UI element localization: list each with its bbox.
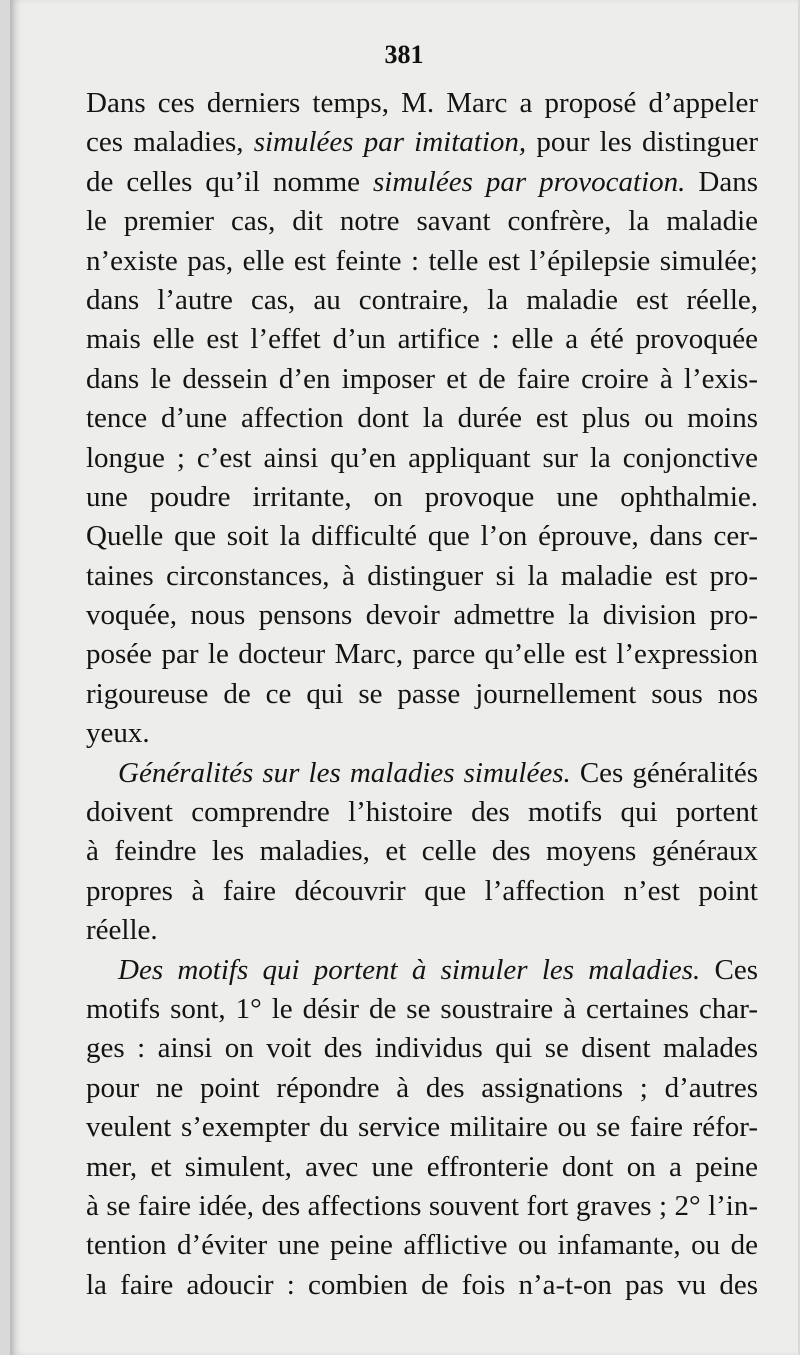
italic-heading-text: Des motifs qui portent à simuler les maladies. [118,953,701,986]
text-segment: Ces [700,953,758,986]
book-page [10,0,798,1355]
text-line: pour ne point répondre à des assignations ; d’autres [86,1071,758,1104]
text-segment: Dans [685,165,758,198]
text-line: motifs sont, 1° le désir de se soustraire à certaines char- [86,992,758,1025]
text-line: taines circonstances, à distinguer si la maladie est pro- [86,559,758,592]
text-line [86,951,758,990]
text-line: doivent comprendre l’histoire des motifs qui portent [86,796,758,829]
text-line: dans l’autre cas, au contraire, la maladie est réelle, [86,283,758,316]
text-line: Quelle que soit la difficulté que l’on éprouve, dans cer- [86,520,758,553]
text-segment: Ces généralités [570,756,758,789]
text-line: voquée, nous pensons devoir admettre la division pro- [86,599,758,632]
text-segment: de celles qu’il nomme [86,165,374,198]
text-line: veulent s’exempter du service militaire ou se faire réfor- [86,1111,758,1144]
text-line: la faire adoucir : combien de fois n’a-t-on pas vu des [86,1268,758,1301]
text-line: posée par le docteur Marc, parce qu’elle est l’expression [86,638,758,671]
text-line: une poudre irritante, on provoque une ophthalmie. [86,480,758,513]
italic-heading-text: Généralités sur les maladies simulées. [118,756,571,789]
text-line: dans le dessein d’en imposer et de faire croire à l’exis- [86,362,758,395]
text-line: propres à faire découvrir que l’affection n’est point [86,874,758,907]
italic-heading-text: simulées par imitation, [253,126,527,159]
italic-heading-text: simulées par provocation. [373,165,686,198]
text-line: à se faire idée, des affections souvent fort graves ; 2° l’in- [86,1189,758,1222]
text-line: Dans ces derniers temps, M. Marc a proposé d’appeler [86,87,758,119]
text-line: mer, et simulent, avec une effronterie dont on a peine [86,1150,758,1183]
text-line: tention d’éviter une peine afflictive ou infamante, ou de [86,1229,758,1262]
text-line [86,163,758,202]
text-line: n’existe pas, elle est feinte : telle est l’épilepsie simulée; [86,244,758,277]
text-line: ges : ainsi on voit des individus qui se disent malades [86,1032,758,1065]
text-line: longue ; c’est ainsi qu’en appliquant sur la conjonctive [86,441,758,474]
text-line: réelle. [86,914,158,947]
text-line [86,754,758,793]
text-line: rigoureuse de ce qui se passe journellement sous nos [86,677,758,710]
text-line: le premier cas, dit notre savant confrère, la maladie [86,205,758,238]
body-text [86,84,758,1305]
text-segment: ces maladies, [86,126,254,159]
text-line: mais elle est l’effet d’un artifice : elle a été provoquée [86,323,758,356]
text-line: tence d’une affection dont la durée est plus ou moins [86,402,758,435]
text-line: yeux. [86,717,150,750]
text-segment: pour les distinguer [526,126,759,159]
text-line [86,123,758,162]
text-line: à feindre les maladies, et celle des moyens généraux [86,835,758,868]
page-number: 381 [384,40,424,69]
